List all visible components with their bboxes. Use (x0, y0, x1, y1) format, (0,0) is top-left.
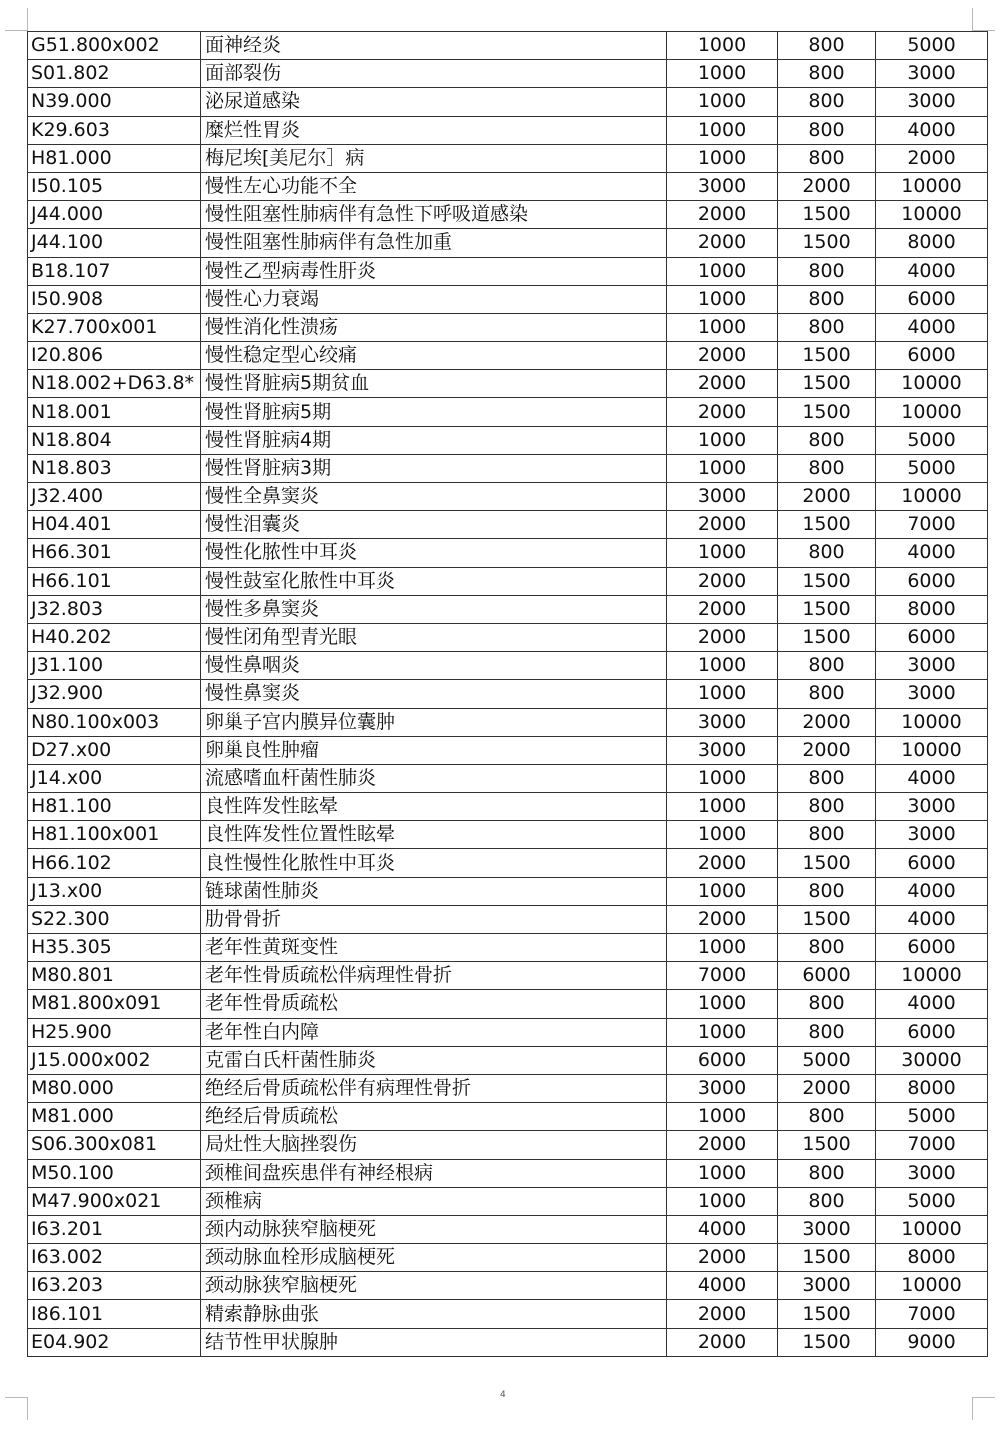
diagnosis-name-cell: 梅尼埃[美尼尔］病 (201, 144, 667, 172)
value-cell: 6000 (876, 934, 988, 962)
value-cell: 1000 (667, 990, 778, 1018)
diagnosis-code-cell: S22.300 (28, 905, 201, 933)
diagnosis-name-cell: 老年性骨质疏松伴病理性骨折 (201, 962, 667, 990)
diagnosis-code-cell: H81.100 (28, 793, 201, 821)
diagnosis-code-cell: H66.101 (28, 567, 201, 595)
value-cell: 1000 (667, 539, 778, 567)
value-cell: 1500 (778, 849, 876, 877)
table-row (28, 1074, 988, 1102)
value-cell: 7000 (876, 1300, 988, 1328)
value-cell: 800 (778, 60, 876, 88)
table-row (28, 1046, 988, 1074)
diagnosis-name-cell: 链球菌性肺炎 (201, 877, 667, 905)
table-row (28, 1215, 988, 1243)
diagnosis-name-cell: 慢性稳定型心绞痛 (201, 342, 667, 370)
table-row (28, 483, 988, 511)
value-cell: 1000 (667, 1103, 778, 1131)
value-cell: 1000 (667, 1018, 778, 1046)
value-cell: 2000 (667, 595, 778, 623)
value-cell: 5000 (876, 32, 988, 60)
diagnosis-name-cell: 慢性全鼻窦炎 (201, 483, 667, 511)
diagnosis-code-cell: H04.401 (28, 511, 201, 539)
value-cell: 1000 (667, 652, 778, 680)
value-cell: 800 (778, 454, 876, 482)
value-cell: 1000 (667, 1187, 778, 1215)
diagnosis-code-cell: J13.x00 (28, 877, 201, 905)
value-cell: 3000 (876, 680, 988, 708)
table-row (28, 1018, 988, 1046)
value-cell: 30000 (876, 1046, 988, 1074)
diagnosis-name-cell: 慢性阻塞性肺病伴有急性下呼吸道感染 (201, 201, 667, 229)
diagnosis-code-cell: N18.804 (28, 426, 201, 454)
table-row (28, 539, 988, 567)
value-cell: 1000 (667, 285, 778, 313)
table-row (28, 1159, 988, 1187)
diagnosis-code-cell: M81.800x091 (28, 990, 201, 1018)
diagnosis-code-cell: I50.105 (28, 172, 201, 200)
value-cell: 6000 (876, 849, 988, 877)
table-row (28, 1187, 988, 1215)
diagnosis-name-cell: 慢性化脓性中耳炎 (201, 539, 667, 567)
diagnosis-name-cell: 颈动脉血栓形成脑梗死 (201, 1244, 667, 1272)
value-cell: 6000 (667, 1046, 778, 1074)
value-cell: 2000 (778, 172, 876, 200)
diagnosis-code-cell: H25.900 (28, 1018, 201, 1046)
diagnosis-code-cell: N18.002+D63.8* (28, 370, 201, 398)
value-cell: 2000 (778, 1074, 876, 1102)
value-cell: 2000 (667, 849, 778, 877)
value-cell: 1500 (778, 370, 876, 398)
page-corner-mark (5, 1397, 28, 1420)
page-corner-mark (972, 8, 995, 31)
diagnosis-code-cell: D27.x00 (28, 736, 201, 764)
diagnosis-code-cell: E04.902 (28, 1328, 201, 1356)
value-cell: 4000 (876, 877, 988, 905)
table-row (28, 962, 988, 990)
value-cell: 5000 (876, 454, 988, 482)
diagnosis-code-cell: G51.800x002 (28, 32, 201, 60)
value-cell: 10000 (876, 398, 988, 426)
diagnosis-name-cell: 慢性鼻咽炎 (201, 652, 667, 680)
value-cell: 6000 (876, 623, 988, 651)
diagnosis-name-cell: 泌尿道感染 (201, 88, 667, 116)
value-cell: 1500 (778, 1131, 876, 1159)
value-cell: 1500 (778, 567, 876, 595)
value-cell: 2000 (876, 144, 988, 172)
diagnosis-code-cell: J14.x00 (28, 764, 201, 792)
value-cell: 2000 (667, 201, 778, 229)
diagnosis-name-cell: 慢性乙型病毒性肝炎 (201, 257, 667, 285)
value-cell: 6000 (876, 285, 988, 313)
value-cell: 4000 (876, 313, 988, 341)
value-cell: 800 (778, 1187, 876, 1215)
table-row (28, 370, 988, 398)
diagnosis-name-cell: 慢性肾脏病4期 (201, 426, 667, 454)
diagnosis-name-cell: 面神经炎 (201, 32, 667, 60)
value-cell: 6000 (876, 567, 988, 595)
value-cell: 1000 (667, 821, 778, 849)
value-cell: 8000 (876, 1074, 988, 1102)
value-cell: 1500 (778, 623, 876, 651)
value-cell: 800 (778, 539, 876, 567)
value-cell: 1500 (778, 398, 876, 426)
diagnosis-name-cell: 老年性骨质疏松 (201, 990, 667, 1018)
table-row (28, 398, 988, 426)
table-row (28, 623, 988, 651)
value-cell: 800 (778, 990, 876, 1018)
value-cell: 8000 (876, 595, 988, 623)
value-cell: 1500 (778, 511, 876, 539)
diagnosis-name-cell: 卵巢子宫内膜异位囊肿 (201, 708, 667, 736)
diagnosis-name-cell: 慢性阻塞性肺病伴有急性加重 (201, 229, 667, 257)
diagnosis-code-cell: B18.107 (28, 257, 201, 285)
diagnosis-code-cell: J15.000x002 (28, 1046, 201, 1074)
page-number: 4 (500, 1390, 506, 1400)
value-cell: 800 (778, 934, 876, 962)
diagnosis-code-cell: J31.100 (28, 652, 201, 680)
diagnosis-name-cell: 慢性心力衰竭 (201, 285, 667, 313)
diagnosis-code-cell: K29.603 (28, 116, 201, 144)
diagnosis-code-cell: N39.000 (28, 88, 201, 116)
value-cell: 3000 (667, 172, 778, 200)
value-cell: 2000 (667, 1300, 778, 1328)
value-cell: 1500 (778, 201, 876, 229)
table-row (28, 257, 988, 285)
table-row (28, 342, 988, 370)
value-cell: 2000 (667, 1131, 778, 1159)
table-row (28, 1328, 988, 1356)
diagnosis-name-cell: 结节性甲状腺肿 (201, 1328, 667, 1356)
value-cell: 3000 (667, 1074, 778, 1102)
diagnosis-code-cell: N18.001 (28, 398, 201, 426)
value-cell: 800 (778, 821, 876, 849)
value-cell: 6000 (876, 342, 988, 370)
value-cell: 5000 (876, 426, 988, 454)
table-row (28, 849, 988, 877)
value-cell: 5000 (876, 1187, 988, 1215)
value-cell: 1000 (667, 88, 778, 116)
table-row (28, 1300, 988, 1328)
diagnosis-name-cell: 慢性肾脏病3期 (201, 454, 667, 482)
table-row (28, 229, 988, 257)
diagnosis-fee-table (27, 31, 988, 1357)
value-cell: 2000 (778, 483, 876, 511)
value-cell: 800 (778, 1159, 876, 1187)
table-row (28, 88, 988, 116)
diagnosis-code-cell: M50.100 (28, 1159, 201, 1187)
diagnosis-name-cell: 克雷白氏杆菌性肺炎 (201, 1046, 667, 1074)
diagnosis-name-cell: 慢性肾脏病5期贫血 (201, 370, 667, 398)
value-cell: 1000 (667, 144, 778, 172)
table-row (28, 116, 988, 144)
diagnosis-name-cell: 慢性闭角型青光眼 (201, 623, 667, 651)
diagnosis-code-cell: J44.000 (28, 201, 201, 229)
value-cell: 1500 (778, 229, 876, 257)
value-cell: 3000 (876, 793, 988, 821)
value-cell: 800 (778, 793, 876, 821)
diagnosis-name-cell: 良性慢性化脓性中耳炎 (201, 849, 667, 877)
value-cell: 9000 (876, 1328, 988, 1356)
table-row (28, 1272, 988, 1300)
table-body (28, 32, 988, 1357)
value-cell: 2000 (667, 229, 778, 257)
value-cell: 1500 (778, 1328, 876, 1356)
table-row (28, 905, 988, 933)
value-cell: 1500 (778, 595, 876, 623)
diagnosis-name-cell: 慢性肾脏病5期 (201, 398, 667, 426)
value-cell: 1500 (778, 342, 876, 370)
value-cell: 1000 (667, 426, 778, 454)
diagnosis-code-cell: J32.400 (28, 483, 201, 511)
value-cell: 10000 (876, 172, 988, 200)
value-cell: 1500 (778, 1244, 876, 1272)
value-cell: 10000 (876, 201, 988, 229)
diagnosis-code-cell: M81.000 (28, 1103, 201, 1131)
diagnosis-code-cell: M47.900x021 (28, 1187, 201, 1215)
diagnosis-name-cell: 绝经后骨质疏松 (201, 1103, 667, 1131)
value-cell: 10000 (876, 736, 988, 764)
diagnosis-name-cell: 颈椎病 (201, 1187, 667, 1215)
diagnosis-name-cell: 良性阵发性位置性眩晕 (201, 821, 667, 849)
diagnosis-code-cell: H81.100x001 (28, 821, 201, 849)
value-cell: 1000 (667, 313, 778, 341)
diagnosis-name-cell: 慢性鼻窦炎 (201, 680, 667, 708)
value-cell: 2000 (667, 1328, 778, 1356)
diagnosis-name-cell: 慢性消化性溃疡 (201, 313, 667, 341)
diagnosis-name-cell: 绝经后骨质疏松伴有病理性骨折 (201, 1074, 667, 1102)
value-cell: 10000 (876, 708, 988, 736)
diagnosis-code-cell: H81.000 (28, 144, 201, 172)
value-cell: 1000 (667, 877, 778, 905)
table-row (28, 595, 988, 623)
value-cell: 8000 (876, 229, 988, 257)
table-row (28, 764, 988, 792)
value-cell: 800 (778, 32, 876, 60)
value-cell: 800 (778, 116, 876, 144)
table-row (28, 652, 988, 680)
value-cell: 2000 (667, 398, 778, 426)
value-cell: 4000 (667, 1272, 778, 1300)
value-cell: 2000 (667, 511, 778, 539)
value-cell: 4000 (876, 539, 988, 567)
value-cell: 2000 (778, 708, 876, 736)
table-row (28, 201, 988, 229)
value-cell: 800 (778, 764, 876, 792)
table-row (28, 60, 988, 88)
diagnosis-name-cell: 局灶性大脑挫裂伤 (201, 1131, 667, 1159)
value-cell: 800 (778, 877, 876, 905)
diagnosis-code-cell: N80.100x003 (28, 708, 201, 736)
value-cell: 3000 (667, 483, 778, 511)
table-row (28, 144, 988, 172)
diagnosis-name-cell: 慢性左心功能不全 (201, 172, 667, 200)
value-cell: 2000 (667, 370, 778, 398)
value-cell: 1500 (778, 905, 876, 933)
diagnosis-name-cell: 肋骨骨折 (201, 905, 667, 933)
diagnosis-code-cell: H35.305 (28, 934, 201, 962)
diagnosis-name-cell: 颈椎间盘疾患伴有神经根病 (201, 1159, 667, 1187)
diagnosis-code-cell: I63.203 (28, 1272, 201, 1300)
value-cell: 4000 (876, 990, 988, 1018)
diagnosis-name-cell: 颈内动脉狭窄脑梗死 (201, 1215, 667, 1243)
value-cell: 7000 (876, 511, 988, 539)
value-cell: 1000 (667, 793, 778, 821)
value-cell: 800 (778, 426, 876, 454)
diagnosis-code-cell: M80.801 (28, 962, 201, 990)
table-row (28, 1131, 988, 1159)
value-cell: 1000 (667, 60, 778, 88)
value-cell: 5000 (876, 1103, 988, 1131)
diagnosis-code-cell: N18.803 (28, 454, 201, 482)
value-cell: 3000 (876, 652, 988, 680)
value-cell: 10000 (876, 1272, 988, 1300)
value-cell: 4000 (876, 764, 988, 792)
page-corner-mark (972, 1397, 995, 1420)
diagnosis-name-cell: 慢性多鼻窦炎 (201, 595, 667, 623)
value-cell: 3000 (876, 88, 988, 116)
diagnosis-name-cell: 老年性白内障 (201, 1018, 667, 1046)
value-cell: 6000 (876, 1018, 988, 1046)
diagnosis-code-cell: J44.100 (28, 229, 201, 257)
value-cell: 2000 (667, 905, 778, 933)
table-row (28, 426, 988, 454)
diagnosis-code-cell: K27.700x001 (28, 313, 201, 341)
table-row (28, 32, 988, 60)
value-cell: 2000 (667, 342, 778, 370)
diagnosis-code-cell: I86.101 (28, 1300, 201, 1328)
value-cell: 1000 (667, 32, 778, 60)
value-cell: 5000 (778, 1046, 876, 1074)
diagnosis-name-cell: 慢性泪囊炎 (201, 511, 667, 539)
value-cell: 1000 (667, 454, 778, 482)
value-cell: 2000 (667, 567, 778, 595)
value-cell: 4000 (876, 116, 988, 144)
table-row (28, 934, 988, 962)
diagnosis-code-cell: H66.102 (28, 849, 201, 877)
value-cell: 8000 (876, 1244, 988, 1272)
value-cell: 800 (778, 313, 876, 341)
table-row (28, 793, 988, 821)
diagnosis-name-cell: 慢性鼓室化脓性中耳炎 (201, 567, 667, 595)
value-cell: 800 (778, 257, 876, 285)
value-cell: 3000 (778, 1272, 876, 1300)
value-cell: 2000 (667, 623, 778, 651)
value-cell: 3000 (778, 1215, 876, 1243)
diagnosis-name-cell: 老年性黄斑变性 (201, 934, 667, 962)
diagnosis-code-cell: I50.908 (28, 285, 201, 313)
value-cell: 3000 (876, 1159, 988, 1187)
value-cell: 1500 (778, 1300, 876, 1328)
table-row (28, 680, 988, 708)
table-row (28, 285, 988, 313)
value-cell: 1000 (667, 764, 778, 792)
value-cell: 800 (778, 680, 876, 708)
diagnosis-code-cell: I63.201 (28, 1215, 201, 1243)
value-cell: 2000 (667, 1244, 778, 1272)
diagnosis-code-cell: S06.300x081 (28, 1131, 201, 1159)
diagnosis-code-cell: I63.002 (28, 1244, 201, 1272)
diagnosis-code-cell: S01.802 (28, 60, 201, 88)
value-cell: 1000 (667, 116, 778, 144)
diagnosis-name-cell: 颈动脉狭窄脑梗死 (201, 1272, 667, 1300)
value-cell: 10000 (876, 370, 988, 398)
value-cell: 4000 (667, 1215, 778, 1243)
diagnosis-name-cell: 面部裂伤 (201, 60, 667, 88)
diagnosis-name-cell: 精索静脉曲张 (201, 1300, 667, 1328)
value-cell: 1000 (667, 257, 778, 285)
value-cell: 800 (778, 1018, 876, 1046)
page-corner-mark (5, 8, 28, 31)
table-row (28, 1244, 988, 1272)
table-row (28, 172, 988, 200)
table-row (28, 454, 988, 482)
value-cell: 10000 (876, 1215, 988, 1243)
diagnosis-name-cell: 良性阵发性眩晕 (201, 793, 667, 821)
value-cell: 2000 (778, 736, 876, 764)
table-row (28, 313, 988, 341)
value-cell: 800 (778, 1103, 876, 1131)
diagnosis-name-cell: 糜烂性胃炎 (201, 116, 667, 144)
value-cell: 800 (778, 285, 876, 313)
value-cell: 4000 (876, 905, 988, 933)
value-cell: 3000 (667, 708, 778, 736)
value-cell: 800 (778, 144, 876, 172)
diagnosis-code-cell: H40.202 (28, 623, 201, 651)
value-cell: 6000 (778, 962, 876, 990)
value-cell: 3000 (876, 821, 988, 849)
value-cell: 800 (778, 652, 876, 680)
table-row (28, 567, 988, 595)
value-cell: 7000 (876, 1131, 988, 1159)
table-row (28, 1103, 988, 1131)
value-cell: 1000 (667, 680, 778, 708)
value-cell: 7000 (667, 962, 778, 990)
value-cell: 1000 (667, 934, 778, 962)
table-row (28, 877, 988, 905)
value-cell: 3000 (876, 60, 988, 88)
table-row (28, 990, 988, 1018)
value-cell: 10000 (876, 962, 988, 990)
table-row (28, 821, 988, 849)
value-cell: 3000 (667, 736, 778, 764)
table-row (28, 736, 988, 764)
diagnosis-code-cell: J32.803 (28, 595, 201, 623)
diagnosis-code-cell: J32.900 (28, 680, 201, 708)
value-cell: 1000 (667, 1159, 778, 1187)
diagnosis-name-cell: 流感嗜血杆菌性肺炎 (201, 764, 667, 792)
diagnosis-code-cell: M80.000 (28, 1074, 201, 1102)
diagnosis-name-cell: 卵巢良性肿瘤 (201, 736, 667, 764)
value-cell: 4000 (876, 257, 988, 285)
diagnosis-code-cell: H66.301 (28, 539, 201, 567)
value-cell: 10000 (876, 483, 988, 511)
diagnosis-code-cell: I20.806 (28, 342, 201, 370)
table-row (28, 708, 988, 736)
table-row (28, 511, 988, 539)
value-cell: 800 (778, 88, 876, 116)
